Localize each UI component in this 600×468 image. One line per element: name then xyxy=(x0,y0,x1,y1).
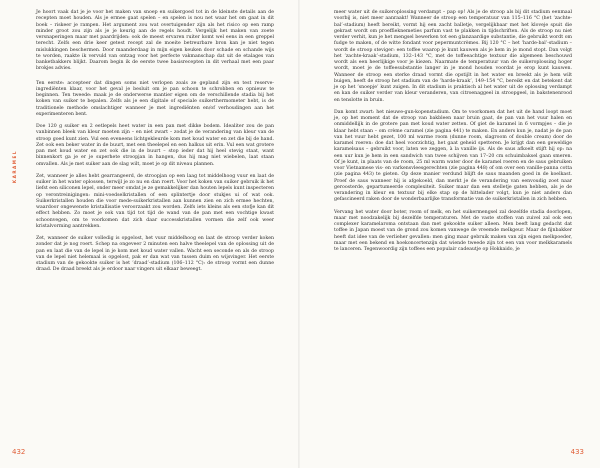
paragraph: Dan komt zwart: het nieuwe-gun-kopenstadium. Om te voorkomen dat het uit de hand loopt moet je, op het moment dat de stroop van bakbleen naar bruin gaat, de pan van het vuur halen en onmiddellijk in de grotere pan met koud water zetten. Of giet de karamel in 6 vormpjes – die je klaar hebt staan – om crème caramel (zie pagina 441) te maken. En anders kun je, nadat je de pan van het vuur hebt gezet, 100 ml warme room (dunne room, slagroom of double cream) door de karamel roeren: doe dat heel voorzichtig, het gaat geheid spetteren. Je krijgt dan een geweldige karamelsaus – gebruikt voor, laten we zeggen, à la vanille ijs. Als de saus afkoelt stijft hij op: na een uur kun je hem in een sandwich van twee schijven van 17–20 cm schuimbaksel gaan smeren. Of je kunt, in plaats van de room, 25 ml warm water door de karamel roeren en de saus gebruiken voor Vietnamese vis- en varkensvleesgerechten (zie pagina 448) of om over een vanille-panna cotta (zie pagina 443) te gieten. Op deze manier verdund blijft de saus maanden goed in de koelkast. Proef de saus wanneer hij is afgekoeld, dan merkt je de verandering van eenvoudig zoet naar geroosterde, gepartumeerde complexiteit. Suiker maar dan een stelletje gaten hebben, als je de verandering in kleur en textuur bij elke stap op de hittelader volgt, kun je niet anders dan gefascineerd raken door de wonderbaarlijke transformatie van de suikerkristallen in zich hebben. xyxy=(334,109,572,203)
paragraph: meer water uit de suikeroplossing verdampt – pap op! Als je de stroop als bij dit stadium eenmaal voorbij is, niet meer aanraakt! Wanneer de stroop een temperatuur van 115–116 °C (het ‘zachte-bal’-stadium) heeft bereikt, vormt hij een zacht balletje, vergelijkbaar met het kloveje spuit die gekrast wordt om proeffieknemeties parfum vast te plakken in tijdschriften. Als de stroop nu niet verder verhit, kun je het mengsel bewerken tot een glanzaardige substantie, die gebruikt wordt om fudge te maken, of de witte fondant voor pepermuntcrèmes. Bij 120 °C – het ‘harde-bal’-stadium – wordt de stroop steviger: een toffee waarop je kunt kauwen als je hem in je mond stopt. Dan volgt het ‘zachte-kraak’-stadium, 132–143 °C, met de toffeeachtige textuur die algemeen beschouwd wordt als een heerlijkige voor je kiezen. Naarmate de temperatuur van de suikeroplossing hoger wordt, moet je de toffeesubstantie langer in je mond houden voordat je erop kunt kauwen. Wanneer de stroop een sterke draad vormt die opstijlt in het water en breekt als je hem wilt buigen, heeft de stroop het stadium van de ‘harde-kraak’, 149–154 °C, bereikt en dat betekent dat je op het ‘snoepje’ kunt zuigen. In dit stadium is praktisch al het water uit de oplossing verdampt en kan de suiker verder van kleur veranderen, van citroenaggeel in stroopgeel, in bakstenenrood en tenslotte in bruin. xyxy=(334,10,572,103)
paragraph: Je hoort vaak dat je je voor het maken van snoep en suikergoed tot in de kleinste details aan de recepten moet houden. Als je ermee gaat spelen – en spelen is nou net waar het om gaat in dit boek – riskeer je rampen. Het argument zou wat overtuigender zijn als het risico op een ramp minder groot zou zijn als je je keurig aan de regels houdt. Vergelijk het maken van zoete versnaperingen maar met paardrijden: ook de meest ervaren ruiter komt wel eens in een greppel terecht. Zelfs een drie keer getest recept zal de moeite betreurbare bron kan je niet tegen mislukkingen beschermen. Door maanderdaag in mijn eigen keuken door schade en schande wijs te worden, raakte ik vervuld van ontzag voor het perfecte vakmanschap dat uit de etalages van banketbakkers blijkt. Daarom begin ik de eerste twee basisrecepten in dit verhaal met een paar brokjes advies. xyxy=(36,10,274,72)
chapter-side-label: KARAMEL xyxy=(12,150,17,184)
left-text-column xyxy=(36,10,274,280)
paragraph: Zet, wanneer je alles hebt gearrangeerd, de stroopjan op een laag tot middelhoog vuur en laat de suiker in het water oplossen, terwijl je zo nu en dan roert. Voor het koken van suiker gebruik ik het liefst een siliconen lepel, onder meer omdat je ze gemakkelijker dan houten lepels kunt inspecteren op verontreinigingen: mini-voedselkristallen of een splintertje door stukjes ui of wat ook. Suikerkristallen houden die voor mede-suikerkristallen aan kunnen zien en zich ermee hechten, waardoor ongewenste kristallisatie veroorzaakt zou worden. Zelfs iets kleins als een stofje kan dit effect hebben. Zo moet je ook van tijd tot tijd de wand van de pan met een vochtige kwast schoonvegen, om te voorkomen dat zich daar successkristallen vormen die zelf ook weer kristalvorming aantrekken. xyxy=(36,173,274,229)
paragraph: Vervang het water door boter, room of melk, en het suikermengsel zal dezelfde stadia doorlopen, maar met noodzakelijk bij dezelfde temperaturen. Met de vaste stoffen van zuivel zal ook een complexer karamelaroma ontstaan dan met gekookte suiker alleen. Men beeft lang gedacht dat toffee in Japan moest van de grond zou komen vanwege de vreemde melkgeur. Maar de fijnbakker heeft dat idee van de verlieher gevallen: men ging maar gebruik maken van zijn eigen melkpoeder, maar met een bekend en hoekoncertenzijn dat wiende tweede zijn tot een van voor melkkaramels te lanceren. Tegenwoordig zijn toffees een populair cadeautje op Hokkaido, je xyxy=(334,209,572,252)
page-number-right: 433 xyxy=(570,448,584,456)
right-page xyxy=(300,0,600,468)
paragraph: Zet, wanneer de suiker volledig is opgelost, het vuur middelhoog en laat de stroop verder koken zonder dat je nog roert. Schep na ongeveer 2 minuten een halve theelepel van de oplossing uit de pan en laat die van de lepel in je kom met koud water vallen. Wacht een seconde en als de stroop van de lepel niet helemaal is opgelost, pak er dan wat van tussen duim en wijsvinger. Het eerste stadium van de gekookte suiker is het ‘draad’-stadium (106–112 °C): de stroop vormt een dunne draad. De draad breekt als je erdoor naar vingers uit elkaar beweegt. xyxy=(36,236,274,273)
paragraph: Doe 120 g suiker en 2 eetlepels heet water in een pan met dikke bodem. Idealiter zou de pan vanbinnen bleek van kleur moeten zijn – en niet zwart – zodat je de verandering van kleur van de stroop goed kunt zien. Vul een eveneens lichtgekleurde kom met koud water en zet die bij de hand. Zet ook een beker water in de buurt, met een theelepel en een halkus uit erin. Vul een wat grotere pan met koud water en zet ook die in de buurt – stop ieder dat hij heel stevig staat, want binnenkort ga je er je superhete stroopjan in hangen, dus hij mag niet wiebelen, laat staan omvallen. Als je met suiker aan de slag wilt, moet je op dit niveau plannen. xyxy=(36,124,274,167)
page-number-left: 432 xyxy=(12,448,26,456)
right-text-column xyxy=(334,10,572,259)
paragraph: Ten eerste: accepteer dat dingen soms niet verlopen zoals ze gepland zijn en test reserve-ingrediënten klaar, voor het geval je besluit om je pan schoon te schrobben en opnieuw te beginnen. Ten tweede: maak je de onderwerse mantier eigen om de verschillende stadia bij het koken van suiker te bepalen. Zelfs als je een digitale of speciale suikerthermometer hebt, is de traditionele methode omslachtiger wanneer je met ingrediënten en/of verhoudingen aan het experimenteren bent. xyxy=(36,80,274,117)
